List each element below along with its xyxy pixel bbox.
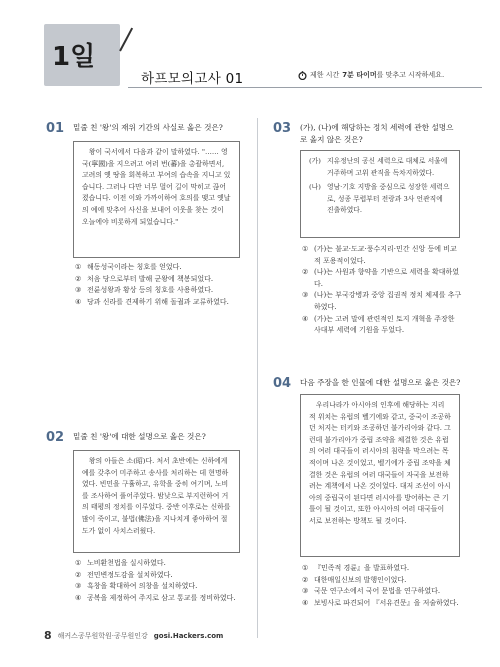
question-number: 04 [273,376,292,391]
page-number: 8 [44,629,52,642]
option-item[interactable]: ② 전민변정도감을 설치하였다. [75,570,173,579]
option-item[interactable]: ④ 당과 신라를 견제하기 위해 돌궐과 교류하였다. [75,297,229,306]
option-item[interactable]: ① 노비환천법을 실시하였다. [75,559,166,567]
question-number: 01 [46,121,65,136]
question-prompt: 밑줄 친 '왕'에 대한 설명으로 옳은 것은? [73,432,206,441]
question-number: 02 [46,430,65,445]
day-label: 1일 [52,42,96,72]
option-item[interactable]: ④ (가)는 고려 말에 관련적인 토지 개혁을 주장한 사대부 세력에 기원을 두었다. [302,314,455,335]
header-divider [128,87,482,88]
option-item[interactable]: ③ 국문 연구소에서 국어 문법을 연구하였다. [302,587,441,596]
option-item[interactable]: ① (가)는 불교·도교·풍수지리·민간 신앙 등에 비교적 포용적이었다. [302,245,457,265]
passage-paragraph: 우리나라가 아시아의 인후에 해당하는 지리적 위치는 유럽의 벨기에와 같고, 중국이 조공하던 처지는 터키와 조공하던 불가리아와 같다. 그런데 불가리아가 중립 조약을 체결한 것은 유럽의 여러 대국들이 러시아의 침략을 막으려는 목적이며 나온 것이었고, 벨기에가 중립 조약을 체결한 것은 유럽의 여러 대국들이 자국을 보전하려는 계책에서 나온 것이었다. 대저 조선이 아시아의 중립국이 된다면 러시아를 방어하는 큰 기틀이 될 것이고, 또한 아시아의 여러 대국들이 서로 보전하는 방책도 될 것이다. [309,401,451,525]
option-item[interactable]: ④ 공복을 제정하여 주지로 삼고 통교를 정비하였다. [75,593,236,602]
option-item[interactable]: ③ (나)는 부국강병과 중앙 집권적 정치 체제를 추구하였다. [302,291,462,311]
column-divider [257,118,258,638]
passage-paragraph: 왕의 아들은 소(昭)다. 처서 초반에는 신하에게 예를 갖추어 미주하고 송사를 처리하는 데 현명하였다. 빈민을 구휼하고, 유학을 중히 여기며, 노비를 조사하여 풀어주었다. 밤낮으로 부지런하여 거의 태평의 정치를 이루었다. 중반 이후로는 신하를 많이 죽이고, 불법(佛法)을 지나치게 좋아하여 절도가 없이 사치스러웠다. [82,457,231,535]
option-item[interactable]: ② 대한매일신보의 발행인이었다. [302,575,407,584]
publisher-label: 해커스공무원학원·공무원인강 [57,631,148,640]
page-footer [44,629,223,642]
question-number: 03 [273,121,292,136]
question-prompt: 다음 주장을 한 인물에 대한 설명으로 옳은 것은? [300,378,461,387]
options-list [75,262,245,308]
question-prompt: 밑줄 친 '왕'의 재위 기간의 사실로 옳은 것은? [73,123,223,132]
item-na: (나) 영남·기호 지방을 중심으로 성장한 세력으로, 성종 무렵부터 전랑과 3사 언관직에 진출하였다. [309,183,450,215]
question-items-box [300,150,460,238]
option-item[interactable]: ① 『민족적 경륜』을 발표하였다. [302,564,410,572]
option-item[interactable]: ② 처음 당으로부터 발해 군왕에 책봉되었다. [75,274,214,283]
options-list [302,563,472,609]
header-slash [119,28,133,52]
option-item[interactable]: ③ 흑창을 확대하여 의창을 설치하였다. [75,582,198,591]
timer-pre: 제한 시간 [310,71,340,79]
question-passage [73,141,240,258]
timer-bold: 7분 타이머 [342,71,377,79]
question-prompt: (가), (나)에 해당하는 정치 세력에 관한 설명으로 옳지 않은 것은? [300,123,454,144]
options-list [75,558,245,604]
question-passage [300,394,460,557]
option-item[interactable]: ② (나)는 사원과 향약을 기반으로 세력을 확대하였다. [302,268,460,288]
option-item[interactable]: ③ 전륜성왕과 황상 등의 칭호를 사용하였다. [75,286,214,295]
option-item[interactable]: ④ 보빙사로 파견되어 『서유견문』을 저술하였다. [302,598,459,607]
timer-post: 를 맞추고 시작하세요. [376,71,445,79]
exam-title: 하프모의고사 01 [141,71,244,87]
passage-paragraph: 왕이 국서에서 다음과 같이 말하였다. "…… 영국(寧國)을 지으려고 여러 번(蕃)을 총괄하면서, 고려의 옛 땅을 회복하고 부여의 습속을 지니고 있습니다. 그러나 다만 너무 멀어 길이 막히고 끊어졌습니다. 이전 이와 가까이하여 호의를 맺고 옛날의 예에 맞추어 사신을 보내어 이웃을 찾는 것이 오늘에야 비롯하게 되었습니다." [82,148,231,226]
question-passage [73,450,240,553]
option-item[interactable]: ① 해동성국이라는 칭호를 얻었다. [75,263,182,271]
timer-instruction [298,70,444,80]
site-link[interactable]: gosi.Hackers.com [153,631,224,640]
options-list [302,244,462,337]
item-ga: (가) 지유정난의 공신 세력으로 대체로 서울에 거주하며 고위 관직을 독차지하였다. [309,157,448,177]
stopwatch-icon [298,71,307,80]
